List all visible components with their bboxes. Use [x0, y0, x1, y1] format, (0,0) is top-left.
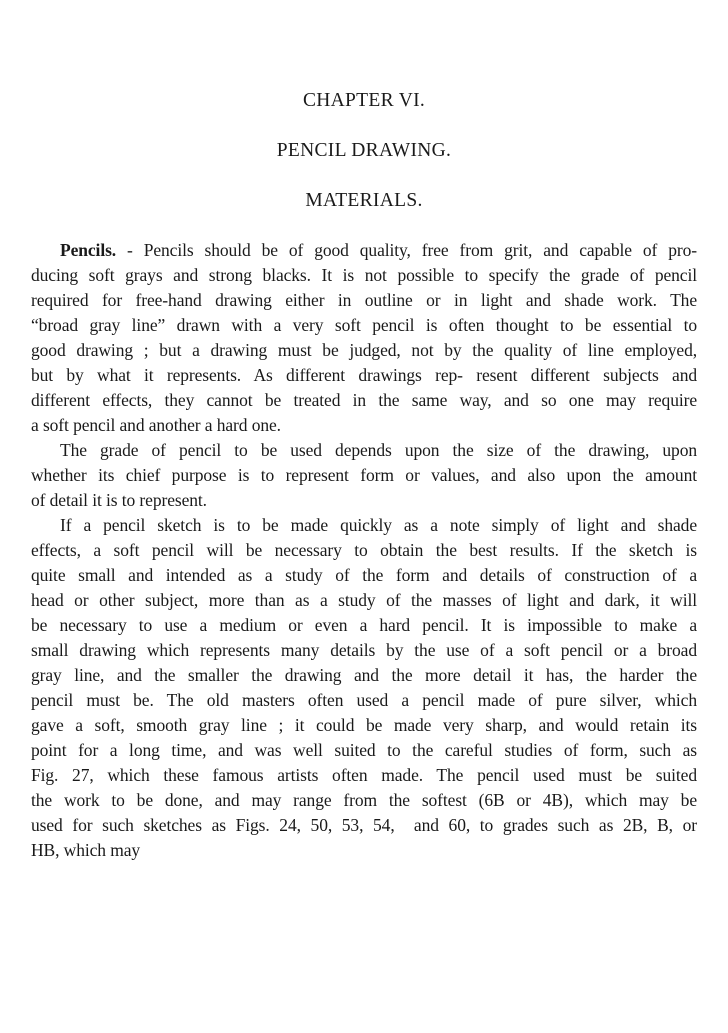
body-text	[31, 238, 697, 863]
text-line: point for a long time, and was well suited to the careful studies of form, such as	[31, 740, 697, 760]
text-line: different effects, they cannot be treated in the same way, and so one may require	[31, 390, 697, 410]
text-line: pencil must be. The old masters often used a pencil made of pure silver, which	[31, 690, 697, 710]
text-line: head or other subject, more than as a study of the masses of light and dark, it will	[31, 590, 697, 610]
text-line: be necessary to use a medium or even a hard pencil. It is impossible to make a	[31, 615, 697, 635]
text-line: small drawing which represents many details by the use of a soft pencil or a broad	[31, 640, 697, 660]
subsection-heading: MATERIALS.	[305, 190, 423, 211]
paragraph	[31, 438, 697, 513]
text-line: ducing soft grays and strong blacks. It is not possible to specify the grade of pencil	[31, 265, 697, 285]
text-line: used for such sketches as Figs. 24, 50, 53, 54, and 60, to grades such as 2B, B, or	[31, 815, 697, 835]
text-line: good drawing ; but a drawing must be judged, not by the quality of line employed,	[31, 340, 697, 360]
section-heading: PENCIL DRAWING.	[276, 140, 452, 161]
text-line: Pencils. - Pencils should be of good quality, free from grit, and capable of pro-	[60, 240, 697, 260]
text-line: the work to be done, and may range from the softest (6B or 4B), which may be	[31, 790, 697, 810]
text-line: “broad gray line” drawn with a very soft pencil is often thought to be essential to	[31, 315, 697, 335]
text-line: but by what it represents. As different drawings rep- resent different subjects and	[31, 365, 697, 385]
paragraph-lead: Pencils.	[60, 240, 117, 260]
paragraph	[31, 513, 697, 863]
text-line: whether its chief purpose is to represent form or values, and also upon the amount	[31, 465, 697, 485]
text-line: gave a soft, smooth gray line ; it could be made very sharp, and would retain its	[31, 715, 697, 735]
text-line: a soft pencil and another a hard one.	[31, 415, 281, 435]
text-line: If a pencil sketch is to be made quickly as a note simply of light and shade	[60, 515, 697, 535]
text-line: quite small and intended as a study of the form and details of construction of a	[31, 565, 697, 585]
text-line: of detail it is to represent.	[31, 490, 207, 510]
text-line: HB, which may	[31, 840, 141, 860]
text-line: Fig. 27, which these famous artists often made. The pencil used must be suited	[31, 765, 697, 785]
text-line: required for free-hand drawing either in outline or in light and shade work. The	[31, 290, 697, 310]
text-line: The grade of pencil to be used depends upon the size of the drawing, upon	[60, 440, 697, 460]
text-line: gray line, and the smaller the drawing and the more detail it has, the harder the	[31, 665, 697, 685]
paragraph	[31, 238, 697, 438]
text-line: effects, a soft pencil will be necessary to obtain the best results. If the sketch is	[31, 540, 697, 560]
chapter-heading: CHAPTER VI.	[302, 90, 426, 111]
